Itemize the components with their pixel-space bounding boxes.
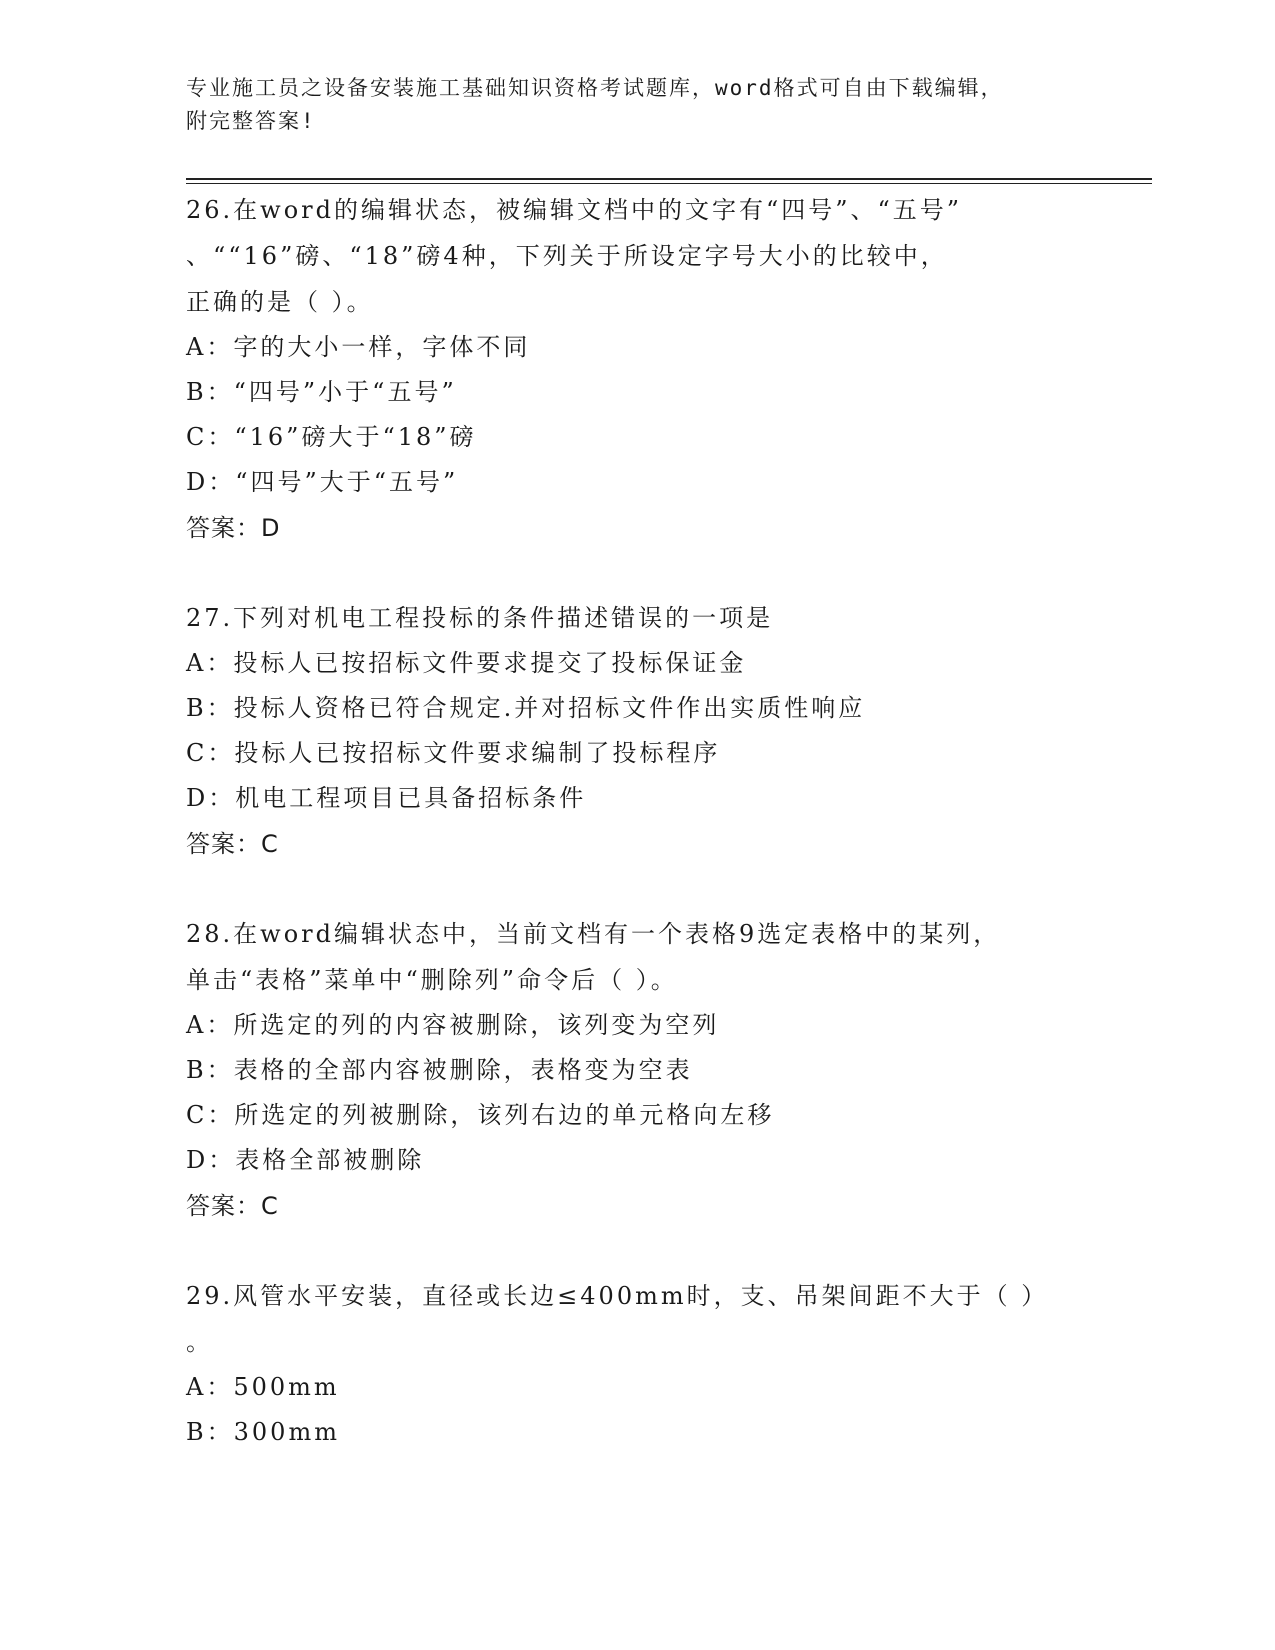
question-text-line: 正确的是（ ）。 — [186, 288, 374, 316]
question-text-line: 。 — [186, 1328, 213, 1356]
question-text-line: 27.下列对机电工程投标的条件描述错误的一项是 — [186, 604, 774, 632]
option-a: A：投标人已按招标文件要求提交了投标保证金 — [186, 649, 747, 677]
answer-text: 答案：C — [186, 1192, 279, 1220]
header-line-1: 专业施工员之设备安装施工基础知识资格考试题库，word格式可自由下载编辑， — [186, 76, 1004, 100]
question-list — [186, 187, 1066, 1455]
option-b: B：“四号”小于“五号” — [186, 378, 457, 406]
answer-text: 答案：D — [186, 514, 281, 542]
option-d: D：机电工程项目已具备招标条件 — [186, 784, 587, 812]
question-text-line: 28.在word编辑状态中，当前文档有一个表格9选定表格中的某列， — [186, 920, 1001, 948]
spacer — [186, 867, 1066, 911]
question-text-line: 单击“表格”菜单中“删除列”命令后（ ）。 — [186, 966, 678, 994]
answer-text: 答案：C — [186, 830, 279, 858]
question-text-line: 26.在word的编辑状态，被编辑文档中的文字有“四号”、“五号” — [186, 196, 963, 224]
option-b: B：投标人资格已符合规定.并对招标文件作出实质性响应 — [186, 694, 866, 722]
header-divider-thin — [186, 183, 1152, 184]
spacer — [186, 1229, 1066, 1273]
question-text-line: 、““16”磅、“18”磅4种，下列关于所设定字号大小的比较中， — [186, 242, 948, 270]
option-c: C：投标人已按招标文件要求编制了投标程序 — [186, 739, 721, 767]
question-28 — [186, 911, 1066, 1229]
question-29 — [186, 1273, 1066, 1455]
header-line-2: 附完整答案! — [186, 109, 316, 133]
option-d: D：“四号”大于“五号” — [186, 468, 459, 496]
question-27 — [186, 595, 1066, 867]
option-b: B：300mm — [186, 1418, 340, 1446]
option-a: A：500mm — [186, 1373, 340, 1401]
document-header — [186, 72, 1066, 138]
option-a: A：字的大小一样，字体不同 — [186, 333, 531, 361]
spacer — [186, 551, 1066, 595]
option-c: C：所选定的列被删除，该列右边的单元格向左移 — [186, 1101, 775, 1129]
question-text-line: 29.风管水平安装，直径或长边≤400mm时，支、吊架间距不大于（ ） — [186, 1282, 1049, 1310]
option-c: C：“16”磅大于“18”磅 — [186, 423, 477, 451]
option-a: A：所选定的列的内容被删除，该列变为空列 — [186, 1011, 720, 1039]
question-26 — [186, 187, 1066, 551]
option-d: D：表格全部被删除 — [186, 1146, 425, 1174]
option-b: B：表格的全部内容被删除，表格变为空表 — [186, 1056, 693, 1084]
header-divider-thick — [186, 178, 1152, 180]
